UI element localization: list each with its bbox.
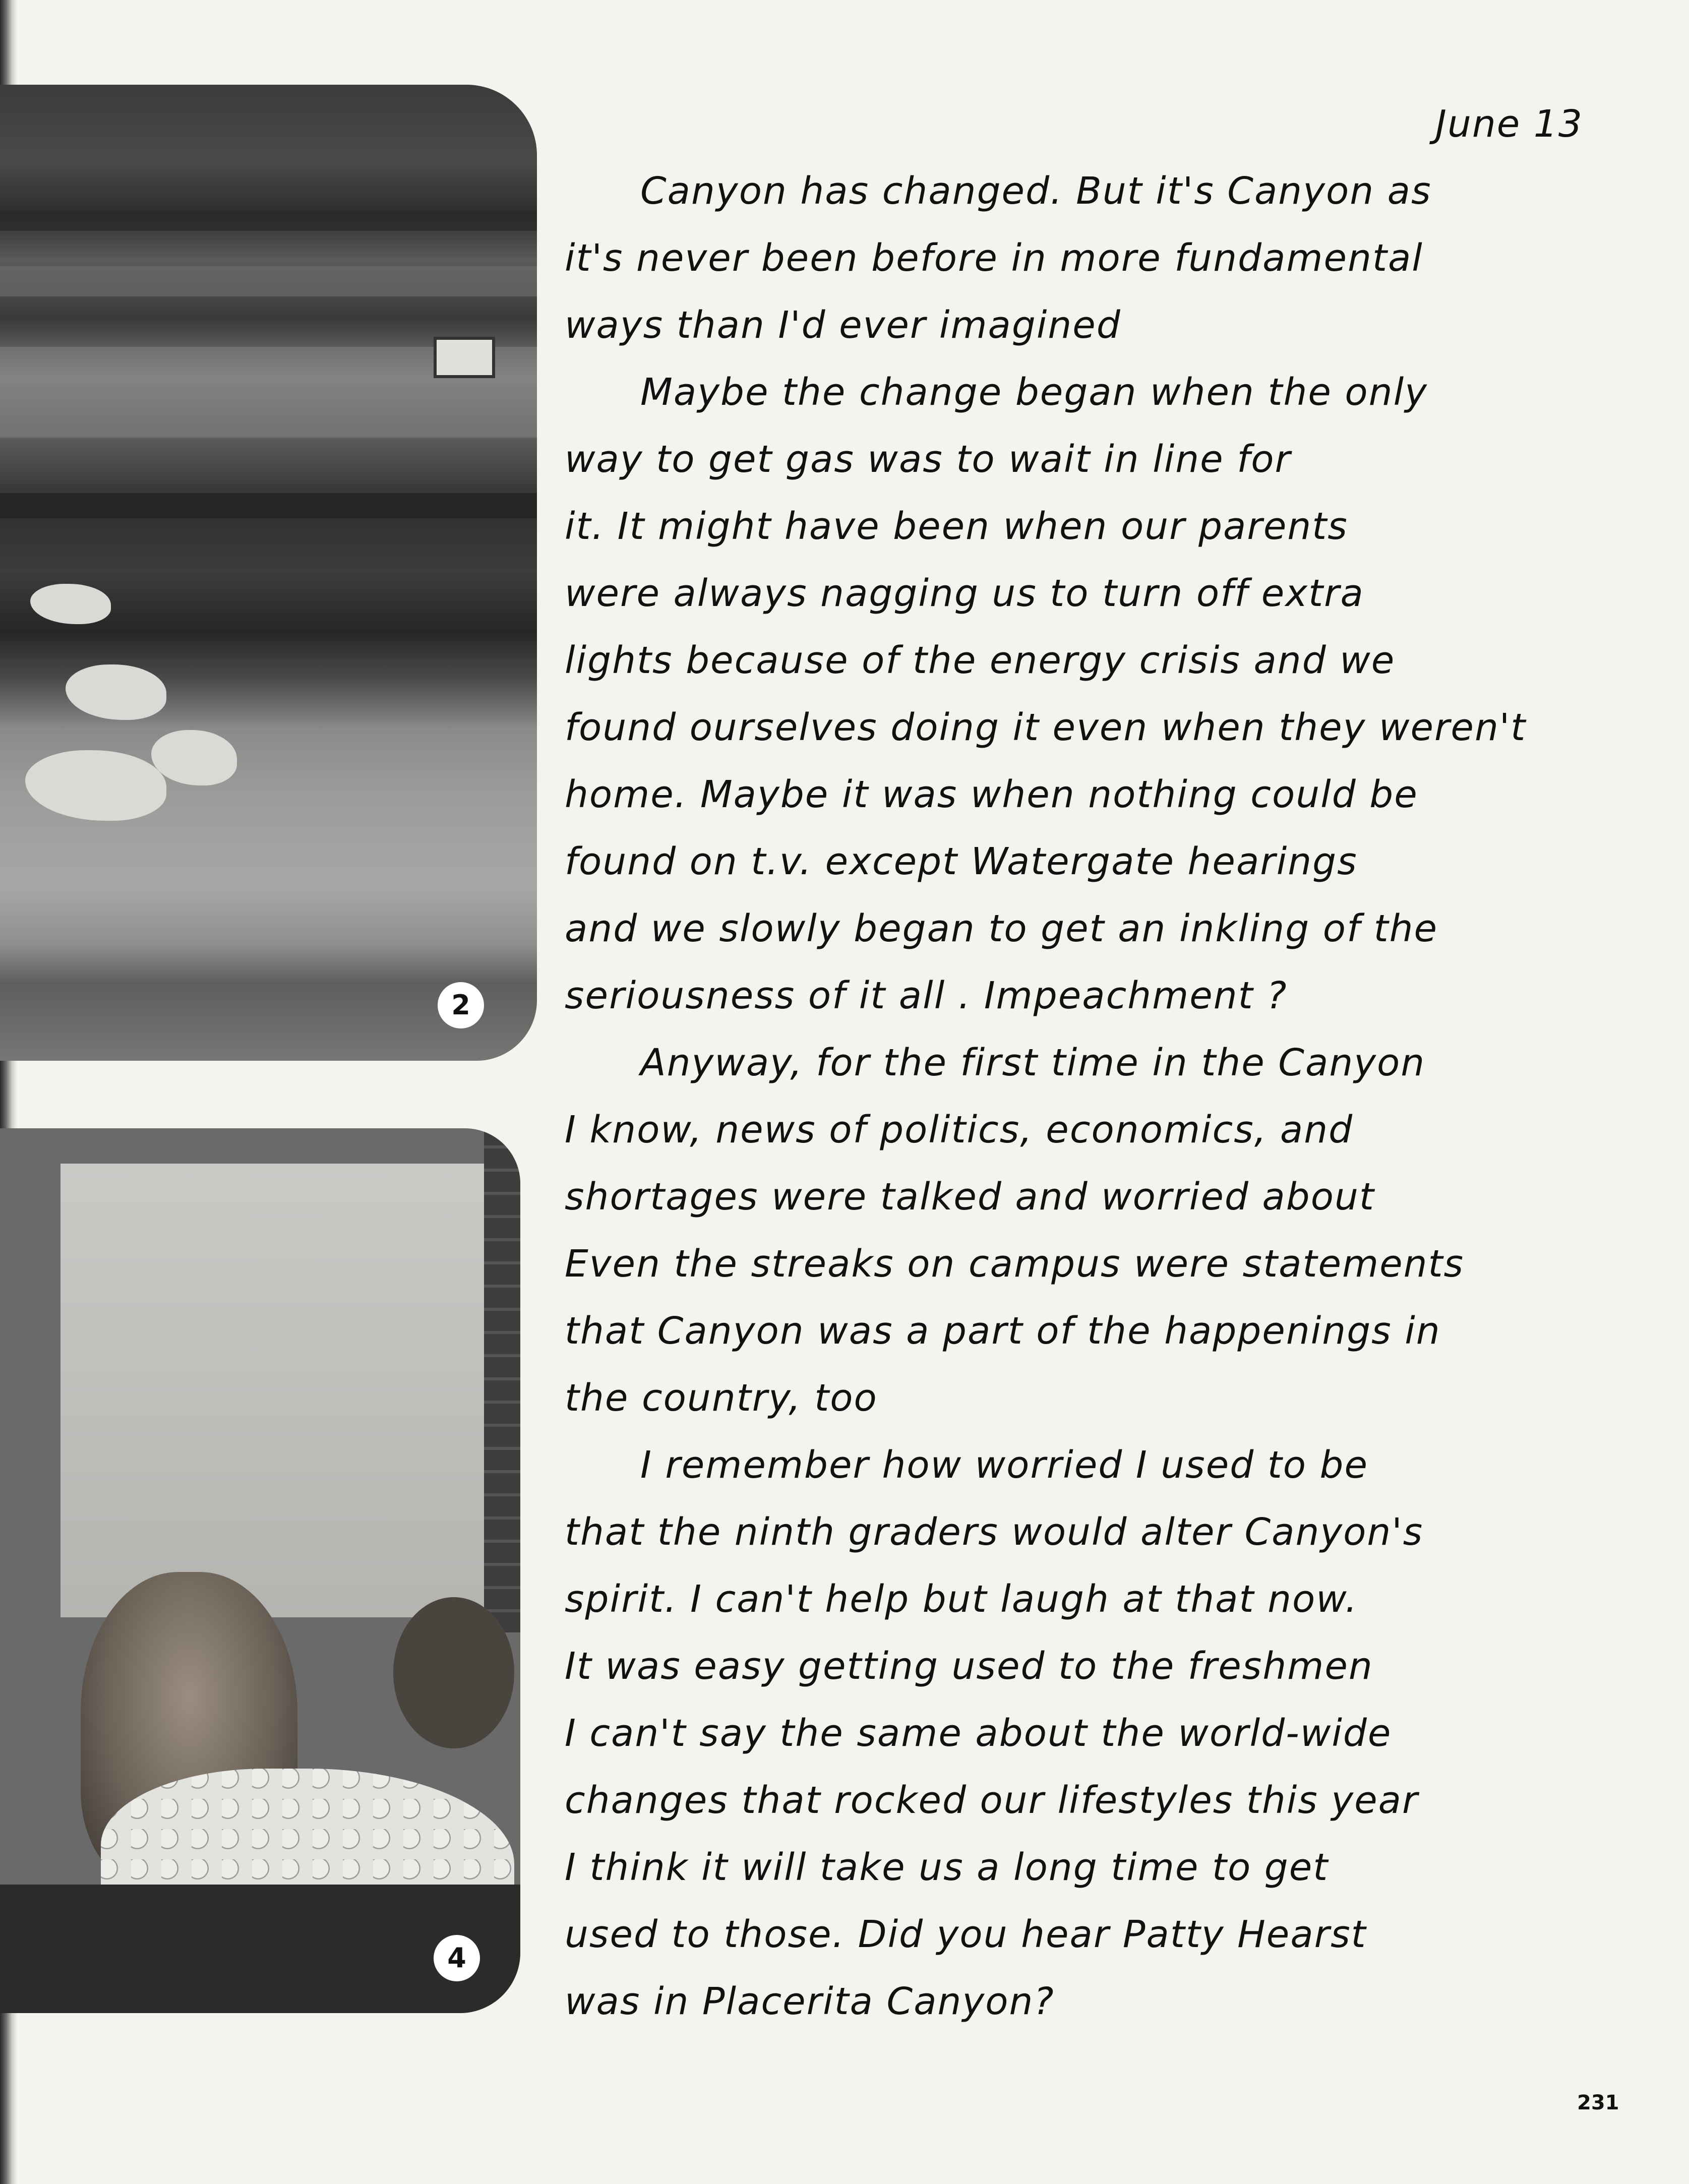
photo-wall-sign (434, 337, 495, 378)
photo-ledge-shadow (0, 493, 537, 518)
note-line: Even the streaks on campus were statements (565, 1242, 1465, 1286)
photo-trash-bag (151, 730, 237, 785)
note-line: lights because of the energy crisis and we (565, 639, 1396, 682)
note-line: spirit. I can't help but laugh at that now. (565, 1578, 1358, 1621)
note-line: were always nagging us to turn off extra (565, 572, 1364, 615)
note-line: ways than I'd ever imagined (565, 304, 1121, 347)
note-line: found ourselves doing it even when they weren't (565, 706, 1527, 749)
note-line: Maybe the change began when the only (640, 371, 1428, 414)
note-line: changes that rocked our lifestyles this year (565, 1779, 1419, 1822)
note-line: that Canyon was a part of the happenings in (565, 1309, 1441, 1353)
photo-trash-bag (30, 584, 111, 624)
note-line: it. It might have been when our parents (565, 505, 1348, 548)
note-line: found on t.v. except Watergate hearings (565, 840, 1358, 883)
photo-classroom (0, 1128, 520, 2013)
photo-trash-bag (25, 750, 166, 821)
note-line: I think it will take us a long time to get (565, 1846, 1329, 1889)
photo-wall-band (0, 211, 537, 231)
note-line: Anyway, for the first time in the Canyon (640, 1041, 1426, 1084)
photo-street-trash (0, 85, 537, 1061)
page-number: 231 (1577, 2091, 1619, 2114)
note-line: that the ninth graders would alter Canyon's (565, 1510, 1424, 1554)
note-line: was in Placerita Canyon? (565, 1980, 1055, 2023)
photo-number-badge: 4 (434, 1935, 480, 1981)
photo-trash-bag (66, 664, 166, 720)
handwritten-note (565, 91, 1613, 2035)
photo-wall-band (0, 266, 537, 296)
note-line: used to those. Did you hear Patty Hearst (565, 1913, 1367, 1956)
note-line: the country, too (565, 1376, 878, 1420)
note-line: I can't say the same about the world-wide (565, 1712, 1392, 1755)
note-line: way to get gas was to wait in line for (565, 438, 1291, 481)
note-line: it's never been before in more fundamental (565, 236, 1423, 280)
photo-student-head (393, 1597, 514, 1748)
photo-number-badge: 2 (438, 982, 484, 1028)
note-date: June 13 (1435, 102, 1583, 146)
note-line: I know, news of politics, economics, and (565, 1108, 1354, 1151)
photo-whiteboard (61, 1164, 484, 1617)
note-line: home. Maybe it was when nothing could be (565, 773, 1418, 816)
note-body (565, 158, 1613, 2035)
note-line: I remember how worried I used to be (640, 1443, 1369, 1487)
photo-brick-wall (484, 1128, 520, 1632)
note-line: Canyon has changed. But it's Canyon as (640, 169, 1432, 213)
note-line: and we slowly began to get an inkling of the (565, 907, 1438, 950)
note-line: seriousness of it all . Impeachment ? (565, 974, 1288, 1017)
note-line: It was easy getting used to the freshmen (565, 1645, 1373, 1688)
note-line: shortages were talked and worried about (565, 1175, 1375, 1219)
